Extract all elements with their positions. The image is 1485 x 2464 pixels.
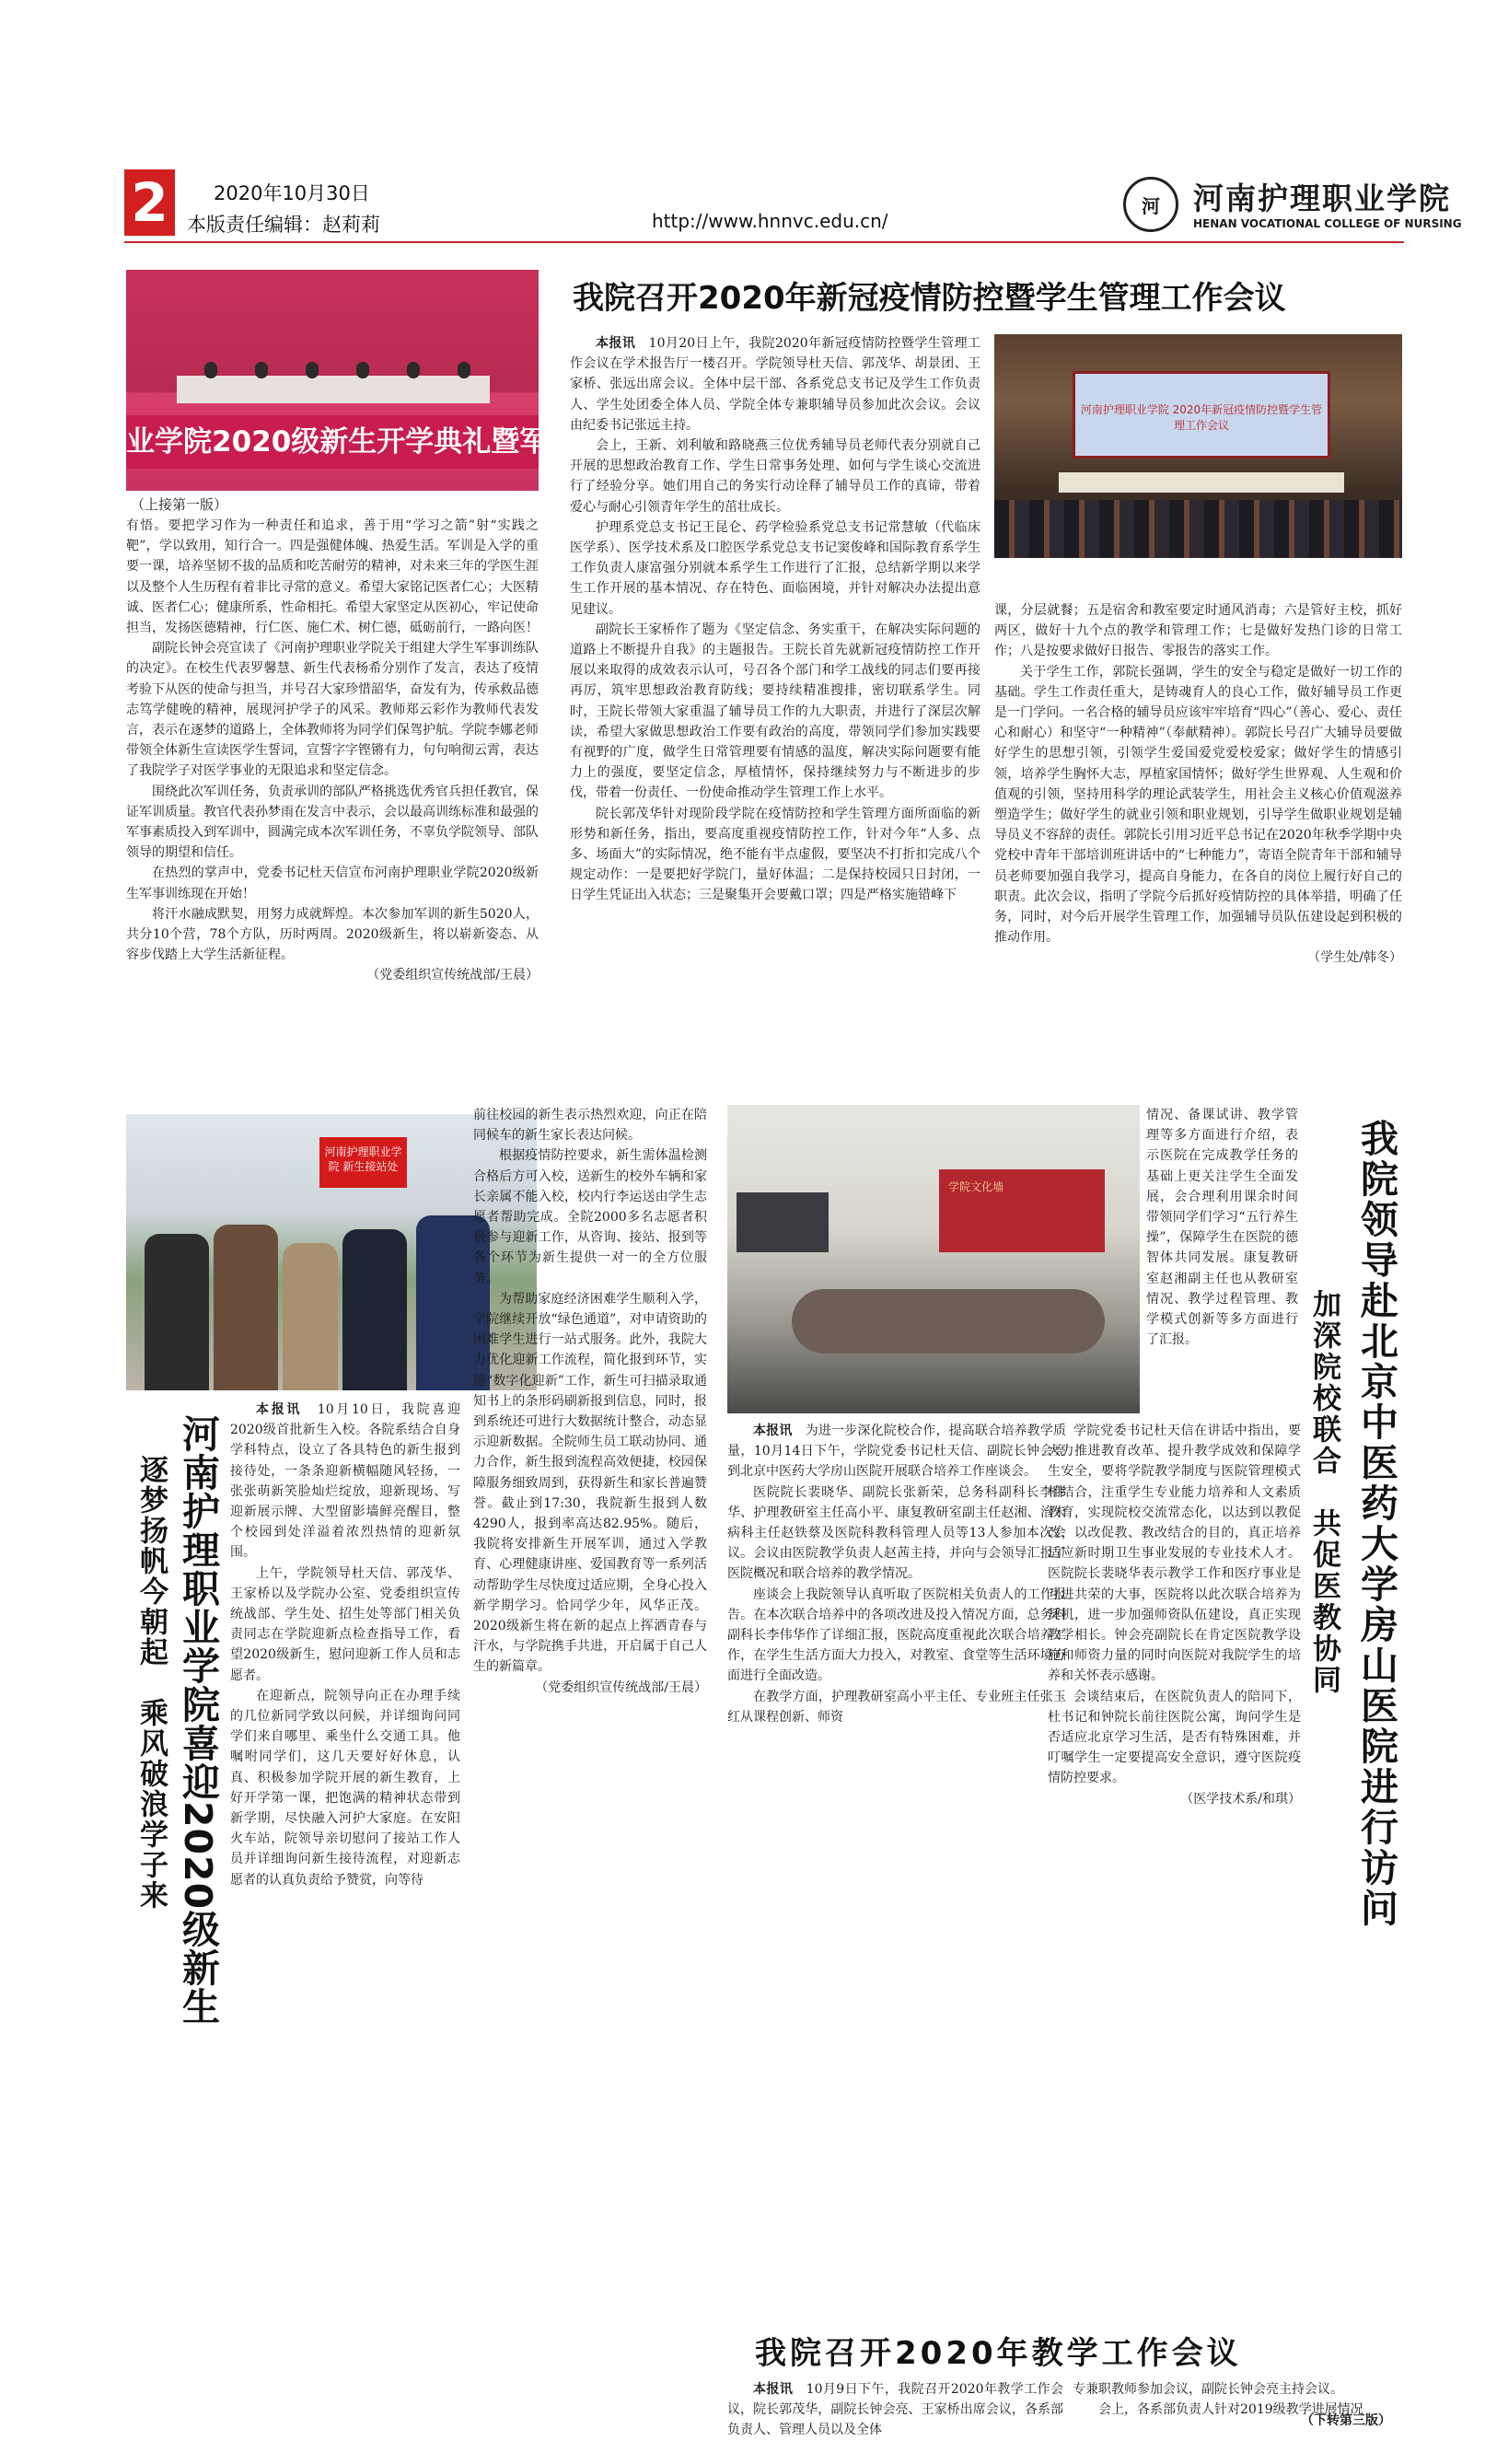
beijing-article-left xyxy=(727,1421,1066,1897)
screen-text: 河南护理职业学院 2020年新冠疫情防控暨学生管理工作会议 xyxy=(1080,403,1323,432)
teaching-article-left xyxy=(727,2379,1063,2464)
ceremony-article-body xyxy=(126,516,539,1045)
welcome-article-subtitle: 逐梦扬帆今朝起 乘风破浪学子来 xyxy=(134,1455,168,1911)
epidemic-paragraph: 课，分层就餐；五是宿舍和教室要定时通风消毒；六是管好主校，抓好两区，做好十九个点的教学和管理工作；七是做好发热门诊的日常工作；八是按要求做好日报告、零报告的落实工作。 xyxy=(994,603,1402,659)
welcome-article-title: 河南护理职业学院喜迎2020级新生 xyxy=(176,1414,220,2027)
welcome-sign xyxy=(319,1137,407,1188)
beijing-article-right xyxy=(1048,1421,1301,1897)
school-name: 河南护理职业学院 xyxy=(1193,180,1451,216)
beijing-paragraph: 情况、备课试讲、教学管理等多方面进行介绍，表示医院在完成教学任务的基础上更关注学生全面发展，会合理利用课余时间带领同学们学习“五行养生操”，保障学生在医院的德智体共同发展。康复教研室赵湘副主任也从教研室情况、教学过程管理、教学模式创新等多方面进行了汇报。 xyxy=(1146,1108,1298,1348)
welcome-paragraph: 10月10日，我院喜迎2020级首批新生入校。各院系结合自身学科特点，设立了各具特色的新生报到接待处，一条条迎新横幅随风轻扬，一张张萌新笑脸灿烂绽放，迎新现场、写迎新展示牌、大型留影墙鲜亮醒目，整个校园到处洋溢着浓烈热情的迎新氛围。 xyxy=(230,1402,460,1561)
projection-screen xyxy=(1073,371,1330,459)
stage-table xyxy=(177,376,490,403)
page-number: 2 xyxy=(124,169,175,236)
teaching-article-title: 我院召开2020年教学工作会议 xyxy=(755,2335,1242,2372)
beijing-byline: （医学技术系/和琪） xyxy=(1180,1791,1301,1807)
ceremony-paragraph: 在热烈的掌声中，党委书记杜天信宣布河南护理职业学院2020级新生军事训练现在开始！ xyxy=(126,866,539,901)
website-url[interactable]: http://www.hnnvc.edu.cn/ xyxy=(652,210,888,232)
epidemic-paragraph: 副院长王家桥作了题为《坚定信念、务实重干，在解决实际问题的道路上不断提升自我》的主题报告。王院长首先就新冠疫情防控工作开展以来取得的成效表示认可，号召各个部门和学工战线的同志们要再接再厉，筑牢思想政治教育防线；要持续精准搜排，密切联系学生。同时，王院长带领大家重温了辅导员工作的九大职责，并进行了深层次解读，希望大家做思想政治工作要有政治的高度，带领同学们参加实践要有视野的广度，做学生日常管理要有情感的温度，解决实际问题要有能力上的强度，要坚定信念，厚植情怀，保持继续努力与不断进步的步伐，带着一份责任、一份使命推动学生管理工作上水平。 xyxy=(570,622,980,801)
epidemic-paragraph: 10月20日上午，我院2020年新冠疫情防控暨学生管理工作会议在学术报告厅一楼召开。学院领导杜天信、郭茂华、胡景团、王家桥、张远出席会议。全体中层干部、各系党总支书记及学生工作负责人、学生处团委全体人员、学院全体专兼职辅导员参加此次会议。会议由纪委书记张远主持。 xyxy=(570,336,981,433)
culture-wall xyxy=(939,1169,1105,1252)
issue-date: 2020年10月30日 xyxy=(214,182,370,204)
conference-table xyxy=(792,1289,1105,1354)
beijing-visit-photo xyxy=(727,1105,1140,1413)
teaching-paragraph: 会上，各系部负责人针对2019级教学进展情况 xyxy=(1098,2402,1363,2418)
continued-to-label: （下转第三版） xyxy=(1301,2413,1391,2428)
beijing-article-right-top xyxy=(1146,1105,1298,1418)
school-logo-icon: 河 xyxy=(1123,177,1178,232)
lead-tag: 本报讯 xyxy=(753,2382,794,2397)
teaching-paragraph: 10月9日下午，我院召开2020年教学工作会议，院长郭茂华，副院长钟会亮、王家桥出席会议，各系部负责人、管理人员以及全体 xyxy=(727,2382,1064,2438)
welcome-sign-text: 河南护理职业学院 新生接站处 xyxy=(324,1145,402,1173)
page-editor: 本版责任编辑：赵莉莉 xyxy=(187,214,380,236)
beijing-paragraph: 在教学方面，护理教研室高小平主任、专业班主任张玉红从课程创新、师资 xyxy=(727,1689,1066,1725)
culture-wall-text: 学院文化墙 xyxy=(948,1180,1004,1193)
welcome-paragraph: 为帮助家庭经济困难学生顺利入学，学院继续开放“绿色通道”，对申请资助的困难学生进行一站式服务。此外，我院大力优化迎新工作流程，简化报到环节，实施“数字化迎新”工作，新生可扫描录取通知书上的条形码刷新报到信息，同时，报到系统还可进行大数据统计整合，动态显示迎新数据。全院师生员工联动协同、通力合作，新生报到流程高效便捷，校园保障服务细致周到，获得新生和家长普遍赞誉。截止到17:30，我院新生报到人数4290人，报到率高达82.95%。随后，我院将安排新生开展军训，通过入学教育、心理健康讲座、爱国教育等一系列活动帮助学生尽快度过适应期，全身心投入新学期学习。恰同学少年，风华正茂。2020级新生将在新的起点上挥洒青春与汗水，与学院携手共进，开启属于自己人生的新篇章。 xyxy=(473,1291,707,1675)
epidemic-article-title: 我院召开2020年新冠疫情防控暨学生管理工作会议 xyxy=(573,280,1286,317)
epidemic-byline: （学生处/韩冬） xyxy=(1307,950,1402,966)
welcome-paragraph: 根据疫情防控要求，新生需体温检测合格后方可入校，送新生的校外车辆和家长亲属不能入校，校内行李运送由学生志愿者帮助完成。全院2000多名志愿者积极参与迎新工作，从咨询、接站、报到等各个环节为新生提供一对一的全方位服务。 xyxy=(473,1148,707,1286)
opening-ceremony-photo xyxy=(126,270,549,491)
epidemic-paragraph: 会上，王新、刘利敏和路晓燕三位优秀辅导员老师代表分别就自己开展的思想政治教育工作、学生日常事务处理、如何与学生谈心交流进行了经验分享。她们用自己的务实行动诠释了辅导员工作的真谛，带着爱心与耐心引领青年学生的茁壮成长。 xyxy=(570,438,980,515)
beijing-paragraph: 学院党委书记杜天信在讲话中指出，要大力推进教育改革、提升教学成效和保障学生安全，要将学院教学制度与医院管理模式相结合，注重学生专业能力培养和人文素质教育，实现院校交流常态化，以达到以教促改，以改促教、教改结合的目的，真正培养适应新时期卫生事业发展的专业技术人才。医院院长裴晓华表示教学工作和医疗事业是互进共荣的大事，医院将以此次联合培养为契机，进一步加强师资队伍建设，真正实现教学相长。钟会亮副院长在肯定医院教学设施和师资力量的同时向医院对我院学生的培养和关怀表示感谢。 xyxy=(1048,1424,1301,1684)
welcome-paragraph: 在迎新点，院领导向正在办理手续的几位新同学致以问候，并详细询问同学们来自哪里、乘坐什么交通工具。他嘱咐同学们，这几天要好好休息，认真、积极参加学院开展的新生教育，上好开学第一课，把饱满的精神状态带到新学期，尽快融入河护大家庭。在安阳火车站，院领导亲切慰问了接站工作人员并详细询问新生接待流程，对迎新志愿者的认真负责给予赞赏，向等待 xyxy=(230,1688,460,1888)
teaching-article-right xyxy=(1073,2379,1404,2440)
epidemic-paragraph: 护理系党总支书记王昆仑、药学检验系党总支书记常慧敏（代临床医学系）、医学技术系及口腔医学系党总支书记窦俊峰和国际教育系学生工作负责人康富强分别就本系学生工作进行了汇报，总结新学期以来学生工作开展的基本情况、存在特色、面临困境，并针对解决办法提出意见建议。 xyxy=(570,519,980,617)
ceremony-banner-text: 业学院2020级新生开学典礼暨军 xyxy=(126,415,539,469)
welcome-paragraph: 前往校园的新生表示热烈欢迎，向正在陪同候车的新生家长表达问候。 xyxy=(473,1108,707,1144)
epidemic-meeting-photo xyxy=(994,334,1402,558)
lead-tag: 本报讯 xyxy=(596,336,636,351)
teaching-paragraph: 专兼职教师参加会议，副院长钟会亮主持会议。 xyxy=(1073,2382,1343,2397)
beijing-paragraph: 会谈结束后，在医院负责人的陪同下，杜书记和钟院长前往医院公寓，询问学生是否适应北京学习生活，是否有特殊困难，并叮嘱学生一定要提高安全意识，遵守医院疫情防控要求。 xyxy=(1048,1689,1301,1786)
welcome-byline: （党委组织宣传统战部/王晨） xyxy=(535,1679,707,1695)
ceremony-paragraph: 将汗水融成默契，用努力成就辉煌。本次参加军训的新生5020人，共分10个营，78个方队，历时两周。2020级新生，将以崭新姿态、从容步伐踏上大学生活新征程。 xyxy=(126,906,539,963)
rostrum-table xyxy=(1059,472,1344,493)
ceremony-paragraph: 有悟。要把学习作为一种责任和追求，善于用“学习之箭”射“实践之靶”，学以致用，知行合一。四是强健体魄、热爱生活。军训是入学的重要一课，培养坚韧不拔的品质和吃苦耐劳的精神，对未来三年的学医生涯以及整个人生历程有着非比寻常的意义。希望大家铭记医者仁心；大医精诚、医者仁心；健康所系，性命相托。希望大家坚定从医初心，牢记使命担当，发扬医德精神，行仁医、施仁术、树仁德，砥砺前行，一路向医！ xyxy=(126,518,539,636)
ceremony-paragraph: 副院长钟会亮宣读了《河南护理职业学院关于组建大学生军事训练队的决定》。在校生代表罗馨慧、新生代表杨希分别作了发言，表达了疫情考验下从医的使命与担当，并号召大家珍惜韶华，奋发有为，传承救品德志笃学健晚的精神，展现河护学子的风采。教师郑云彩作为教师代表发言，表示在逐梦的道路上，全体教师将为同学们保驾护航。学院李娜老师带领全体新生宣读医学生誓词，宣誓字字铿锵有力，句句响彻云霄，表达了我院学子对医学事业的无限追求和坚定信念。 xyxy=(126,641,539,779)
lead-tag: 本报讯 xyxy=(256,1402,303,1417)
side-screen xyxy=(737,1192,829,1252)
ceremony-byline: （党委组织宣传统战部/王晨） xyxy=(366,968,539,983)
beijing-paragraph: 医院院长裴晓华、副院长张新荣，总务科副科长李伟华、护理教研室主任高小平、康复教研室副主任赵湘、治未病科主任赵铁蔡及医院科教科管理人员等13人参加本次会议。会议由医院教学负责人赵茜主持，并向与会领导汇报了医院概况和联合培养的教学情况。 xyxy=(727,1484,1066,1582)
school-name-english: HENAN VOCATIONAL COLLEGE OF NURSING xyxy=(1193,217,1462,230)
beijing-article-title: 我院领导赴北京中医药大学房山医院进行访问 xyxy=(1354,1119,1398,1929)
beijing-article-subtitle: 加深院校联合 共促医教协同 xyxy=(1307,1289,1340,1696)
epidemic-article-right xyxy=(994,600,1402,1081)
lead-tag: 本报讯 xyxy=(753,1424,793,1438)
ceremony-paragraph: 围绕此次军训任务，负责承训的部队严格挑选优秀官兵担任教官，保证军训质量。教官代表孙梦雨在发言中表示，会以最高训练标准和最强的军事素质投入到军训中，圆满完成本次军训任务，不辜负学院领导、部队领导的期望和信任。 xyxy=(126,784,539,861)
epidemic-paragraph: 关于学生工作，郭院长强调，学生的安全与稳定是做好一切工作的基础。学生工作责任重大，是铸魂育人的良心工作，做好辅导员工作更是一门学问。一名合格的辅导员应该牢牢培育“四心”（善心、爱心、责任心和耐心）和坚守“一种精神”（奉献精神）。郭院长号召广大辅导员要做好学生的思想引领，引领学生爱国爱党爱校爱家；做好学生的情感引领，培养学生胸怀大志，厚植家国情怀；做好学生世界观、人生观和价值观的引领，坚持用科学的理论武装学生，用社会主义核心价值观滋养塑造学生；做好学生的就业引领和职业规划，引导学生做职业规划是辅导员义不容辞的责任。郭院长引用习近平总书记在2020年秋季学期中央党校中青年干部培训班讲话中的“七种能力”，寄语全院青年干部和辅导员老师要加强自我学习，提高自身能力，在各自的岗位上履行好自己的职责。此次会议，指明了学院今后抓好疫情防控的具体举措，明确了任务，同时，对今后开展学生管理工作，加强辅导员队伍建设起到积极的推动作用。 xyxy=(994,664,1402,946)
epidemic-paragraph: 院长郭茂华针对现阶段学院在疫情防控和学生管理方面所面临的新形势和新任务，指出，要高度重视疫情防控工作，针对今年“人多、点多、场面大”的实际情况，绝不能有半点虚假，要坚决不打折扣完成八个规定动作：一是要把好学院门，量好体温；二是保持校园只日封闭，一日学生凭证出入状态；三是聚集开会要戴口罩；四是严格实施错峰下 xyxy=(570,806,980,903)
beijing-paragraph: 座谈会上我院领导认真听取了医院相关负责人的工作报告。在本次联合培养中的各项改进及投入情况方面，总务科副科长李伟华作了详细汇报，医院高度重视此次联合培养工作，在学生生活方面大力投入，对教室、食堂等生活环境方面进行全面改造。 xyxy=(727,1586,1066,1684)
epidemic-article-left xyxy=(570,333,980,1081)
continued-from-label: （上接第一版） xyxy=(131,496,228,513)
header-divider xyxy=(124,241,1404,243)
welcome-paragraph: 上午，学院领导杜天信、郭茂华、王家桥以及学院办公室、党委组织宣传统战部、学生处、招生处等部门相关负责同志在学院迎新点检查指导工作，看望2020级新生，慰问迎新工作人员和志愿者。 xyxy=(230,1565,460,1683)
welcome-article-right xyxy=(473,1105,707,2030)
beijing-paragraph: 为进一步深化院校合作，提高联合培养教学质量，10月14日下午，学院党委书记杜天信、副院长钟会亮到北京中医药大学房山医院开展联合培养工作座谈会。 xyxy=(727,1424,1067,1480)
welcome-article-left xyxy=(230,1400,460,2030)
audience-rows xyxy=(994,500,1402,558)
